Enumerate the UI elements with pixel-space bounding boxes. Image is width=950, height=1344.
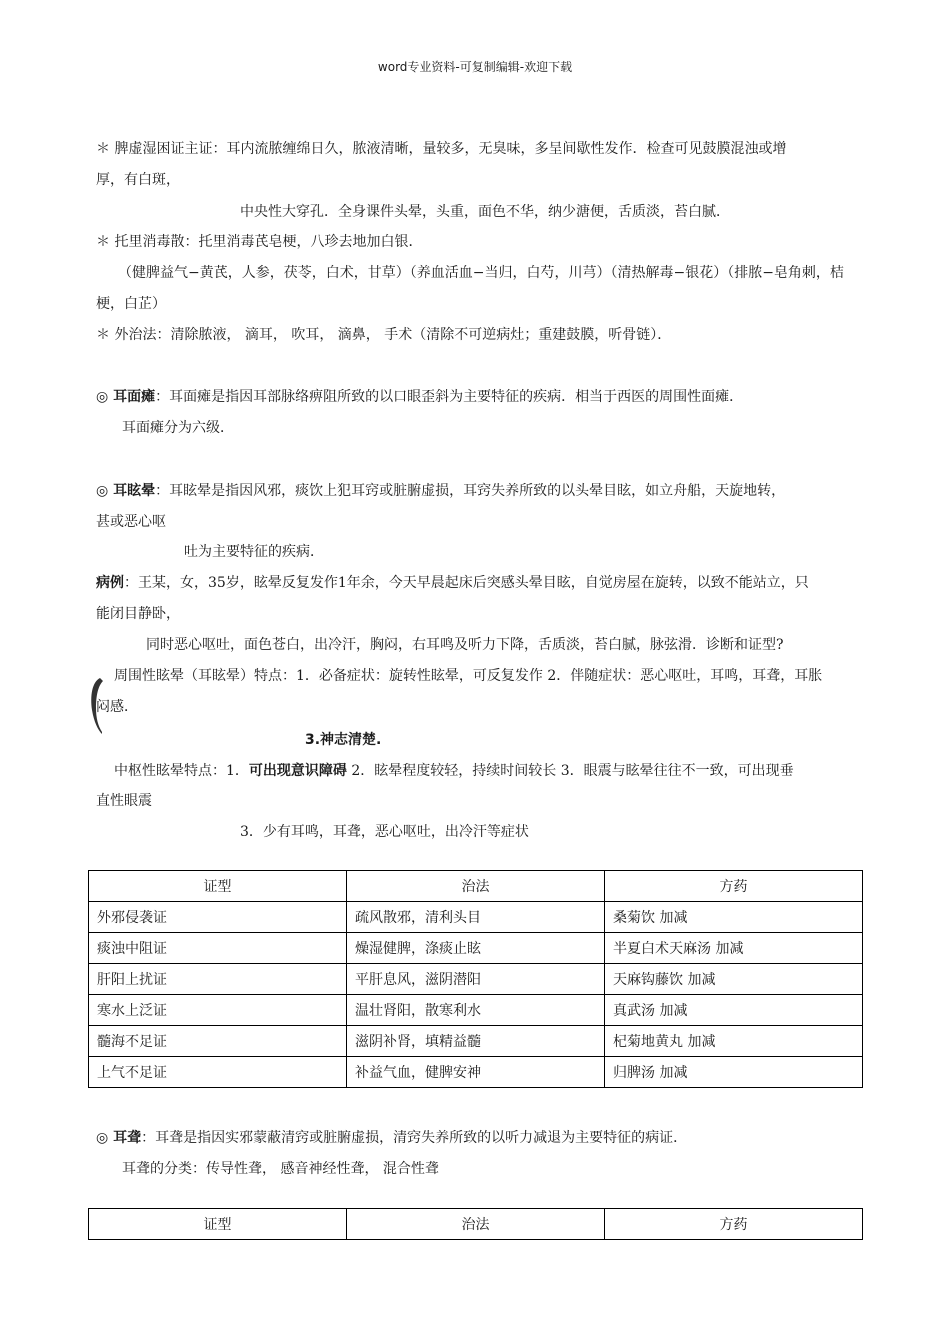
table-row xyxy=(89,1057,863,1088)
cell-pattern: 痰浊中阻证 xyxy=(89,933,347,964)
spleen-line-1: ＊ 脾虚湿困证主证：耳内流脓缠绵日久，脓液清晰，量较多，无臭味，多呈间歇性发作．检查可见鼓膜混浊或增 xyxy=(96,141,787,157)
central-vertigo-3: 3．少有耳鸣，耳聋，恶心呕吐，出冷汗等症状 xyxy=(240,824,529,840)
deafness-classification: 耳聋的分类：传导性聋， 感音神经性聋， 混合性聋 xyxy=(122,1161,439,1177)
facial-grades: 耳面瘫分为六级． xyxy=(122,420,234,436)
table-header-row xyxy=(89,1209,863,1240)
facial-definition: ：耳面瘫是指因耳部脉络痹阻所致的以口眼歪斜为主要特征的疾病．相当于西医的周围性面瘫． xyxy=(155,389,744,405)
cell-formula: 半夏白术天麻汤 加减 xyxy=(605,933,863,964)
vertigo-heading xyxy=(96,482,785,500)
vertigo-line-2: 甚或恶心呕 xyxy=(96,514,166,530)
header-pattern: 证型 xyxy=(89,871,347,902)
cell-method: 燥湿健脾，涤痰止眩 xyxy=(347,933,605,964)
spleen-line-2: 厚，有白斑， xyxy=(96,172,180,188)
cell-formula: 归脾汤 加减 xyxy=(605,1057,863,1088)
central-vertigo-1 xyxy=(114,762,794,780)
formula-line: ＊ 托里消毒散：托里消毒芪皂梗，八珍去地加白银． xyxy=(96,234,423,250)
peripheral-vertigo-2: 闷感． xyxy=(96,699,138,715)
deafness-heading xyxy=(96,1129,687,1147)
formula-composition-1: （健脾益气−黄芪，人参，茯苓，白术，甘草）（养血活血−当归，白芍，川芎）（清热解毒−银花）（排脓−皂角刺，桔 xyxy=(118,265,844,281)
cell-pattern: 寒水上泛证 xyxy=(89,995,347,1026)
table-row xyxy=(89,902,863,933)
deafness-definition: ：耳聋是指因实邪蒙蔽清窍或脏腑虚损，清窍失养所致的以听力减退为主要特征的病证． xyxy=(141,1130,688,1146)
table-row xyxy=(89,933,863,964)
header-pattern: 证型 xyxy=(89,1209,347,1240)
cell-method: 疏风散邪，清利头目 xyxy=(347,902,605,933)
header-method: 治法 xyxy=(347,871,605,902)
bookmark-icon xyxy=(88,676,106,736)
vertigo-definition: ：耳眩晕是指因风邪，痰饮上犯耳窍或脏腑虚损，耳窍失养所致的以头晕目眩，如立舟船，天旋地转， xyxy=(155,483,786,499)
central-text-bold: 可出现意识障碍 xyxy=(248,763,347,779)
facial-paralysis-heading xyxy=(96,388,743,406)
table-header-row xyxy=(89,871,863,902)
vertigo-pattern-table xyxy=(88,870,863,1088)
case-line-1 xyxy=(96,574,809,592)
deafness-title: ◎ 耳聋 xyxy=(96,1130,142,1146)
deafness-pattern-table xyxy=(88,1208,863,1240)
cell-method: 平肝息风，滋阴潜阳 xyxy=(347,964,605,995)
cell-pattern: 上气不足证 xyxy=(89,1057,347,1088)
case-line-2: 能闭目静卧， xyxy=(96,606,180,622)
case-label: 病例 xyxy=(96,575,124,591)
case-text-1: ：王某，女，35岁，眩晕反复发作1年余，今天早晨起床后突感头晕目眩，自觉房屋在旋转，以致不能站立，只 xyxy=(124,575,809,591)
cell-pattern: 外邪侵袭证 xyxy=(89,902,347,933)
cell-method: 温壮肾阳，散寒利水 xyxy=(347,995,605,1026)
central-text-c: 2．眩晕程度较轻，持续时间较长 3．眼震与眩晕往往不一致，可出现垂 xyxy=(346,763,794,779)
header-formula: 方药 xyxy=(605,1209,863,1240)
cell-formula: 真武汤 加减 xyxy=(605,995,863,1026)
table-row xyxy=(89,964,863,995)
table-row xyxy=(89,1026,863,1057)
peripheral-vertigo-1: 周围性眩晕（耳眩晕）特点：1．必备症状：旋转性眩晕，可反复发作 2．伴随症状：恶心呕吐，耳鸣，耳聋，耳胀 xyxy=(114,668,823,684)
table-row xyxy=(89,995,863,1026)
cell-pattern: 髓海不足证 xyxy=(89,1026,347,1057)
cell-pattern: 肝阳上扰证 xyxy=(89,964,347,995)
case-line-3: 同时恶心呕吐，面色苍白，出冷汗，胸闷，右耳鸣及听力下降，舌质淡，苔白腻，脉弦滑．诊断和证型? xyxy=(146,637,784,653)
cell-formula: 杞菊地黄丸 加减 xyxy=(605,1026,863,1057)
spleen-line-3: 中央性大穿孔．全身课件头晕，头重，面色不华，纳少溏便，舌质淡，苔白腻． xyxy=(240,204,730,220)
peripheral-vertigo-3: 3.神志清楚. xyxy=(305,732,382,748)
vertigo-title: ◎ 耳眩晕 xyxy=(96,483,156,499)
central-vertigo-2: 直性眼震 xyxy=(96,793,152,809)
facial-title: ◎ 耳面瘫 xyxy=(96,389,156,405)
cell-formula: 桑菊饮 加减 xyxy=(605,902,863,933)
vertigo-line-3: 吐为主要特征的疾病． xyxy=(184,544,324,560)
header-method: 治法 xyxy=(347,1209,605,1240)
external-treatment: ＊ 外治法：清除脓液， 滴耳， 吹耳， 滴鼻， 手术（清除不可逆病灶；重建鼓膜，听骨链）． xyxy=(96,327,672,343)
formula-composition-2: 梗，白芷） xyxy=(96,296,166,312)
cell-method: 滋阴补肾，填精益髓 xyxy=(347,1026,605,1057)
cell-formula: 天麻钩藤饮 加减 xyxy=(605,964,863,995)
cell-method: 补益气血，健脾安神 xyxy=(347,1057,605,1088)
header-formula: 方药 xyxy=(605,871,863,902)
central-text-a: 中枢性眩晕特点：1． xyxy=(114,763,249,779)
page-header: word专业资料-可复制编辑-欢迎下载 xyxy=(377,60,573,74)
